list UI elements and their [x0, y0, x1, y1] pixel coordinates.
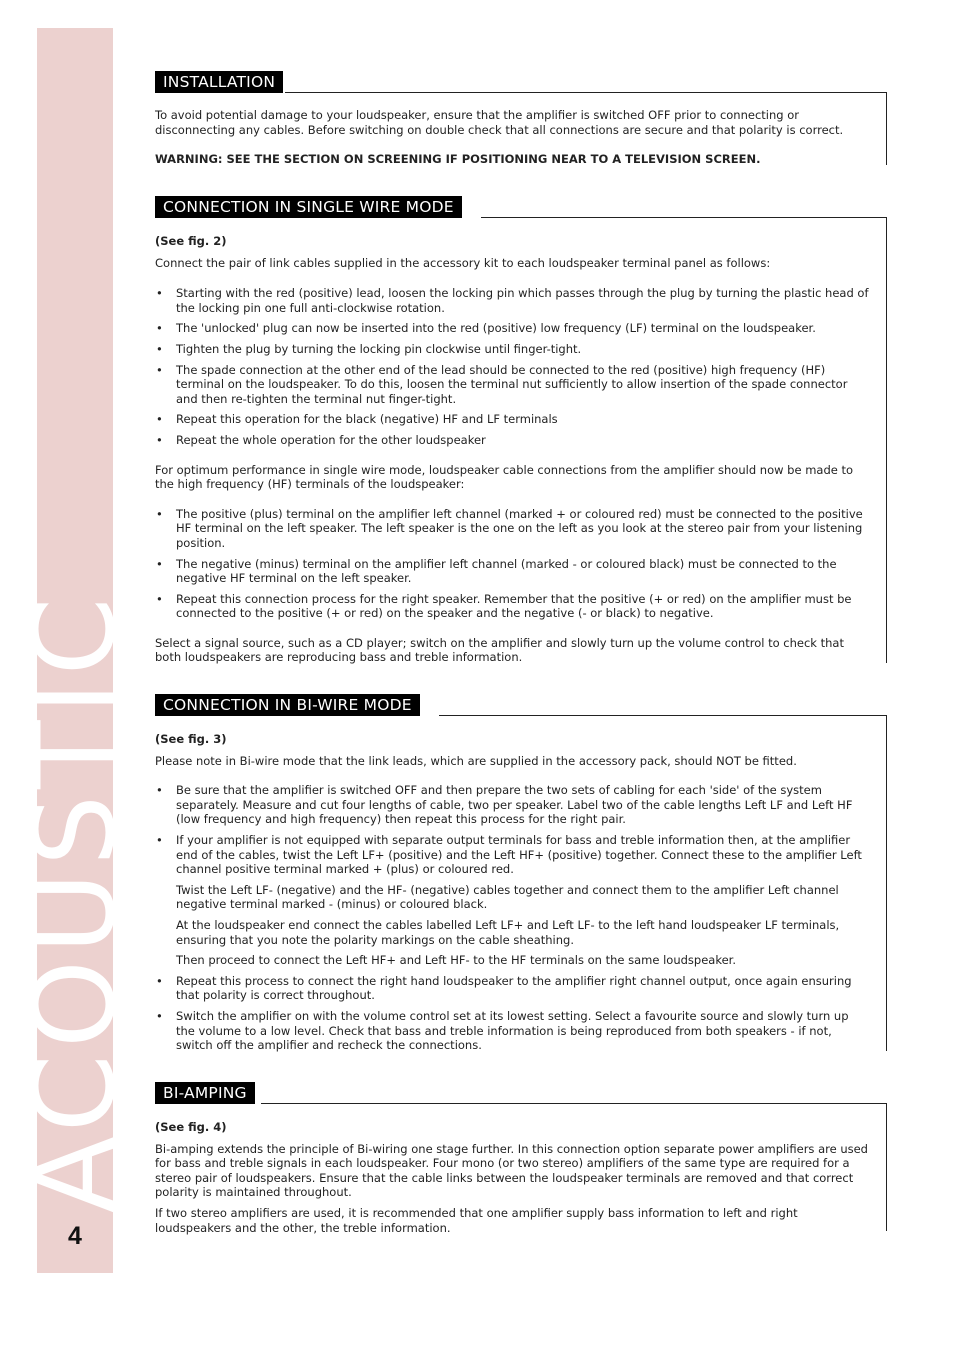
list-item-continuation: At the loudspeaker end connect the cables labelled Left LF+ and Left LF- to the left hand loudspeaker LF terminals, ensuring that you note the polarity markings on the cable sheathing. — [176, 917, 840, 947]
paragraph: Select a signal source, such as a CD player; switch on the amplifier and slowly turn up the volume control to check that both loudspeakers are reproducing bass and treble information. — [155, 635, 844, 665]
list-item: • The negative (minus) terminal on the amplifier left channel (marked - or coloured black) must be connected to the negative HF terminal on the left speaker. — [155, 557, 869, 586]
paragraph: If two stereo amplifiers are used, it is recommended that one amplifier supply bass information to left and right loudspeakers and the other, the treble information. — [155, 1205, 798, 1235]
list-item: • Repeat this operation for the black (negative) HF and LF terminals — [155, 412, 869, 427]
list-item-continuation: Then proceed to connect the Left HF+ and Left HF- to the HF terminals on the same loudspeaker. — [176, 953, 736, 968]
section-single-wire — [155, 196, 887, 665]
section-installation — [155, 71, 887, 167]
section-header — [155, 694, 887, 716]
bullet-list — [155, 507, 869, 621]
section-header — [155, 71, 887, 93]
bullet-list — [155, 783, 869, 1053]
section-title: CONNECTION IN SINGLE WIRE MODE — [155, 196, 462, 218]
list-item: • Switch the amplifier on with the volume control set at its lowest setting. Select a favourite source and slowly turn up the volume to a low level. Check that bass and treble information is being reproduced from both speakers - if not, switch off the amplifier and recheck the connections. — [155, 1009, 869, 1053]
paragraph: Bi-amping extends the principle of Bi-wiring one stage further. In this connection option separate power amplifiers are used for bass and treble signals in each loudspeaker. Four mono (or two stereo) amplifiers of the same type are required for a stereo pair of loudspeakers. Ensure that the cable links between the loudspeaker terminals are removed and that correct polarity is maintained throughout. — [155, 1141, 868, 1200]
list-item: • The spade connection at the other end of the lead should be connected to the red (positive) high frequency (HF) terminal on the loudspeaker. To do this, loosen the terminal nut sufficiently to allow insertion of the spade connector and then re-tighten the terminal nut finger-tight. — [155, 363, 869, 407]
section-bi-amping — [155, 1082, 887, 1235]
section-title: CONNECTION IN BI-WIRE MODE — [155, 694, 420, 716]
section-body — [155, 218, 887, 665]
list-item: • Repeat the whole operation for the other loudspeaker — [155, 433, 869, 448]
bullet-list — [155, 286, 869, 447]
list-item: • Repeat this process to connect the right hand loudspeaker to the amplifier right channel output, once again ensuring that polarity is correct throughout. — [155, 974, 869, 1003]
section-title: INSTALLATION — [155, 71, 283, 93]
section-body — [155, 93, 887, 167]
paragraph: For optimum performance in single wire mode, loudspeaker cable connections from the amplifier should now be made to the high frequency (HF) terminals of the loudspeaker: — [155, 462, 854, 492]
list-item: • Repeat this connection process for the right speaker. Remember that the positive (+ or red) on the amplifier must be connected to the positive (+ or red) on the speaker and the negative (- or black) to negative. — [155, 592, 869, 621]
figure-reference: (See fig. 4) — [155, 1120, 227, 1134]
warning-text: WARNING: SEE THE SECTION ON SCREENING IF POSITIONING NEAR TO A TELEVISION SCREEN. — [155, 152, 761, 167]
brand-logo-watermark: ACOUSTIC — [10, 591, 140, 1213]
section-header — [155, 196, 887, 218]
list-item: • Starting with the red (positive) lead, loosen the locking pin which passes through the plug by turning the plastic head of the locking pin one full anti-clockwise rotation. — [155, 286, 869, 315]
figure-reference: (See fig. 2) — [155, 234, 227, 248]
list-item-continuation: Twist the Left LF- (negative) and the HF- (negative) cables together and connect them to the amplifier Left channel negative terminal marked - (minus) or coloured black. — [176, 882, 839, 912]
paragraph: Please note in Bi-wire mode that the link leads, which are supplied in the accessory pack, should NOT be fitted. — [155, 753, 797, 768]
section-body — [155, 716, 887, 1053]
paragraph: Connect the pair of link cables supplied in the accessory kit to each loudspeaker terminal panel as follows: — [155, 255, 771, 270]
figure-reference: (See fig. 3) — [155, 732, 227, 746]
list-item: • If your amplifier is not equipped with separate output terminals for bass and treble information then, at the amplifier end of the cables, twist the Left LF+ (positive) and the Left HF+ (positive) together. Connect these to the amplifier Left channel positive terminal marked + (plus) or coloured red. — [155, 833, 869, 877]
brand-sidebar — [10, 28, 140, 1273]
section-body — [155, 1104, 887, 1235]
list-item: • Tighten the plug by turning the locking pin clockwise until finger-tight. — [155, 342, 869, 357]
paragraph: To avoid potential damage to your loudspeaker, ensure that the amplifier is switched OFF prior to connecting or disconnecting any cables. Before switching on double check that all connections are secure and that polarity is correct. — [155, 108, 844, 137]
section-title: BI-AMPING — [155, 1082, 255, 1104]
section-bi-wire — [155, 694, 887, 1053]
list-item: • Be sure that the amplifier is switched OFF and then prepare the two sets of cabling for each 'side' of the system separately. Measure and cut four lengths of cable, two per speaker. Label two of the cable lengths Left LF and Left HF (low frequency and high frequency) then repeat this process for the right pair. — [155, 783, 869, 827]
list-item: • The positive (plus) terminal on the amplifier left channel (marked + or coloured red) must be connected to the positive HF terminal on the left speaker. The left speaker is the one on the left as you look at the stereo pair from your listening position. — [155, 507, 869, 551]
page-number: 4 — [68, 1222, 82, 1250]
section-header — [155, 1082, 887, 1104]
list-item: • The 'unlocked' plug can now be inserted into the red (positive) low frequency (LF) terminal on the loudspeaker. — [155, 321, 869, 336]
